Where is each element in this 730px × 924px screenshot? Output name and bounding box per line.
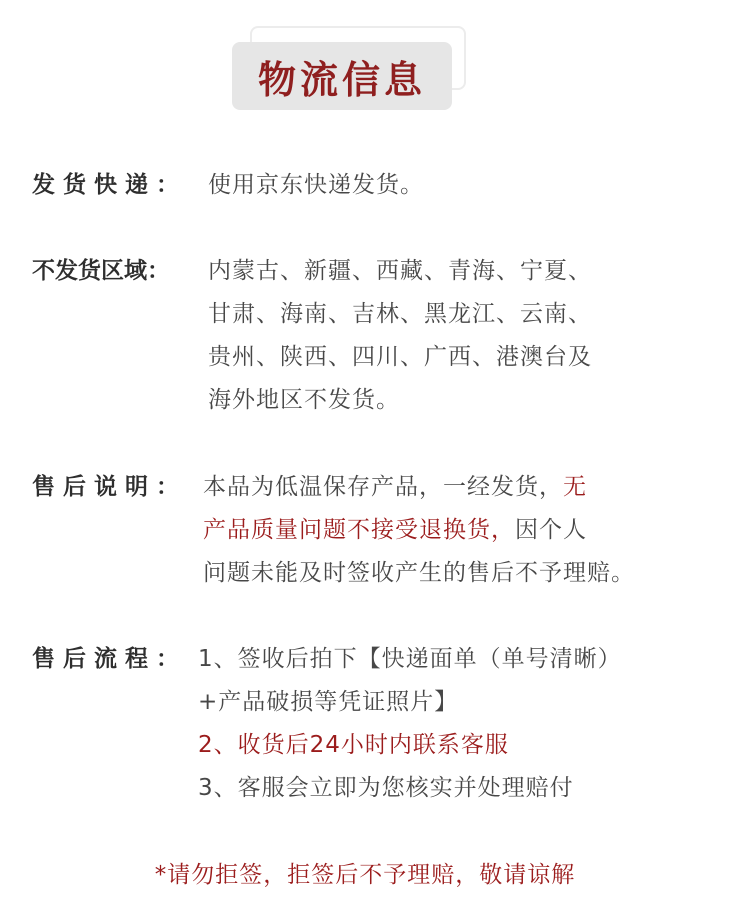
section-content (208, 164, 424, 207)
refusal-warning-note: *请勿拒签，拒签后不予理赔，敬请谅解 (154, 862, 576, 888)
content-line (203, 509, 635, 552)
highlight-text: 无 (563, 474, 587, 500)
page-title: 物流信息 (257, 56, 426, 102)
section-label: 售 后 说 明 ： (32, 474, 180, 500)
content-line: 海外地区不发货。 (208, 387, 400, 413)
content-line: +产品破损等凭证照片】 (198, 689, 459, 715)
title-badge-plate (232, 42, 452, 110)
content-line: 甘肃、海南、吉林、黑龙江、云南、 (208, 301, 592, 327)
content-line: 1、签收后拍下【快递面单（单号清晰） (198, 646, 622, 672)
content-line-highlight: 2、收货后24小时内联系客服 (198, 732, 509, 758)
content-line: 内蒙古、新疆、西藏、青海、宁夏、 (208, 258, 592, 284)
section-label: 发 货 快 递 ： (32, 172, 180, 198)
content-line: 贵州、陕西、四川、广西、港澳台及 (208, 344, 592, 370)
section-content (203, 466, 635, 595)
content-text: 因个人 (515, 517, 587, 543)
section-content (198, 638, 622, 810)
content-text: 本品为低温保存产品，一经发货， (203, 474, 563, 500)
content-line: 使用京东快递发货。 (208, 172, 424, 198)
title-badge (232, 26, 468, 110)
content-line: 3、客服会立即为您核实并处理赔付 (198, 775, 574, 801)
content-line (203, 466, 635, 509)
section-label: 不发货区域： (32, 258, 170, 284)
section-label: 售 后 流 程 ： (32, 646, 180, 672)
highlight-text: 产品质量问题不接受退换货， (203, 517, 515, 543)
section-content (208, 250, 592, 422)
content-line: 问题未能及时签收产生的售后不予理赔。 (203, 560, 635, 586)
